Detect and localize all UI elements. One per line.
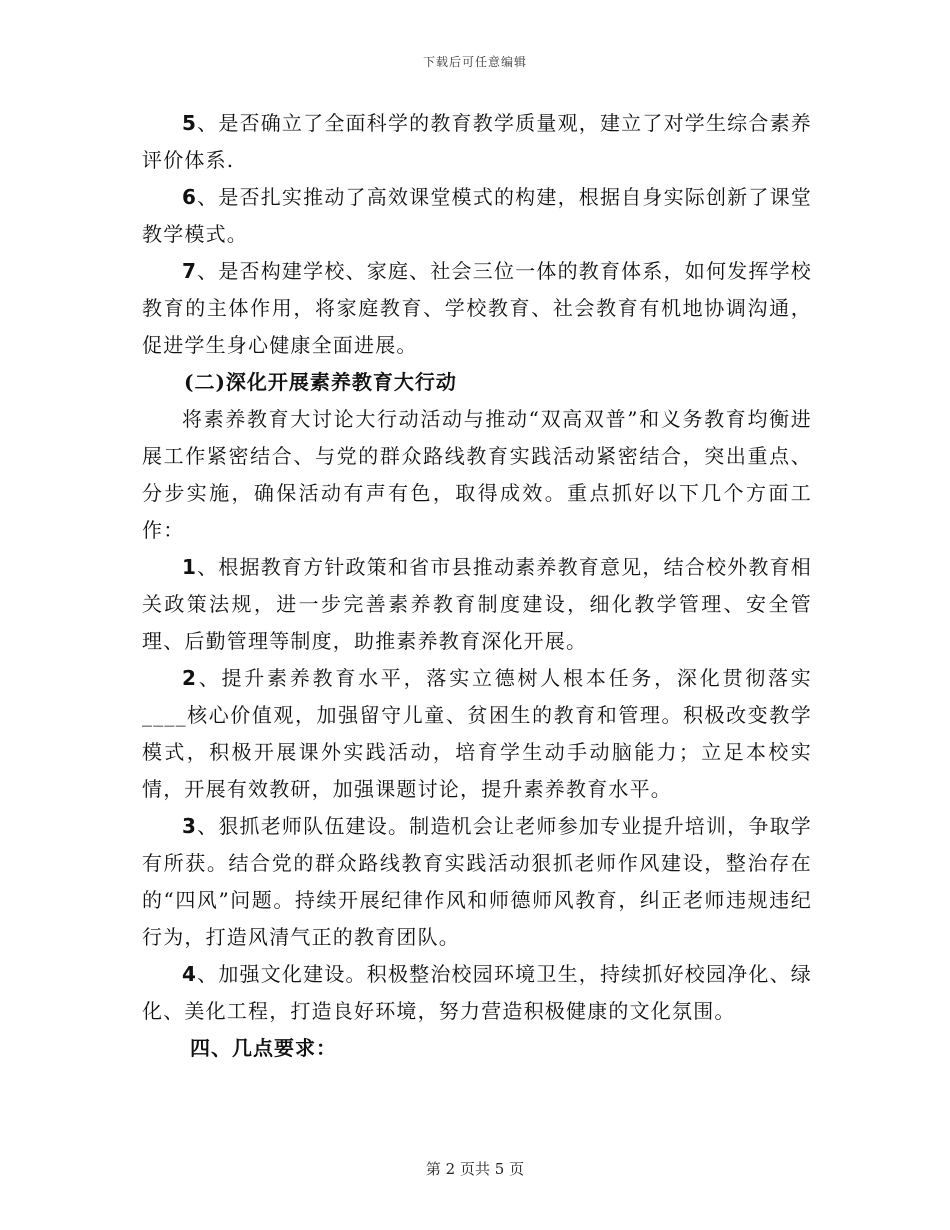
item-text: 、加强文化建设。积极整治校园环境卫生，持续抓好校园净化、绿化、美化工程，打造良好环境，努力营造积极健康的文化氛围。 xyxy=(142,962,812,1023)
list-item-6 xyxy=(142,179,812,253)
item-text: 、是否确立了全面科学的教育教学质量观，建立了对学生综合素养评价体系. xyxy=(142,111,812,172)
section-intro: 将素养教育大讨论大行动活动与推动“双高双普”和义务教育均衡进展工作紧密结合、与党的群众路线教育实践活动紧密结合，突出重点、分步实施，确保活动有声有色，取得成效。重点抓好以下几个方面工作： xyxy=(142,407,812,542)
item-text: 、根据教育方针政策和省市县推动素养教育意见，结合校外教育相关政策法规，进一步完善素养教育制度建设，细化教学管理、安全管理、后勤管理等制度，助推素养教育深化开展。 xyxy=(142,555,812,653)
item-number: 5 xyxy=(182,111,198,135)
document-body xyxy=(142,105,812,1067)
list-item-5 xyxy=(142,105,812,179)
item-text: 、提升素养教育水平，落实立德树人根本任务，深化贯彻落实____核心价值观，加强留守儿童、贫困生的教育和管理。积极改变教学模式，积极开展课外实践活动，培育学生动手动脑能力；立足本校实情，开展有效教研，加强课题讨论，提升素养教育水平。 xyxy=(142,666,812,801)
page-footer: 第 2 页共 5 页 xyxy=(425,1160,525,1178)
list-item-4 xyxy=(142,956,812,1030)
item-number: 4 xyxy=(182,962,198,986)
item-number: 7 xyxy=(182,259,198,283)
item-text: 、是否构建学校、家庭、社会三位一体的教育体系，如何发挥学校教育的主体作用，将家庭教育、学校教育、社会教育有机地协调沟通，促进学生身心健康全面进展。 xyxy=(142,259,812,357)
section-heading-4: 四、几点要求： xyxy=(190,1036,337,1060)
item-number: 6 xyxy=(182,185,198,209)
item-number: 2 xyxy=(182,666,198,690)
item-number: 3 xyxy=(182,814,198,838)
list-item-2 xyxy=(142,660,812,808)
list-item-7 xyxy=(142,253,812,364)
page-header: 下载后可任意编辑 xyxy=(422,55,527,69)
item-text: 、是否扎实推动了高效课堂模式的构建，根据自身实际创新了课堂教学模式。 xyxy=(142,185,812,246)
item-text: 、狠抓老师队伍建设。制造机会让老师参加专业提升培训，争取学有所获。结合党的群众路线教育实践活动狠抓老师作风建设，整治存在的“四风”问题。持续开展纪律作风和师德师风教育，纠正老师违规违纪行为，打造风清气正的教育团队。 xyxy=(142,814,812,949)
list-item-1 xyxy=(142,549,812,660)
section-heading-2: (二)深化开展素养教育大行动 xyxy=(184,370,457,394)
item-number: 1 xyxy=(182,555,198,579)
list-item-3 xyxy=(142,808,812,956)
